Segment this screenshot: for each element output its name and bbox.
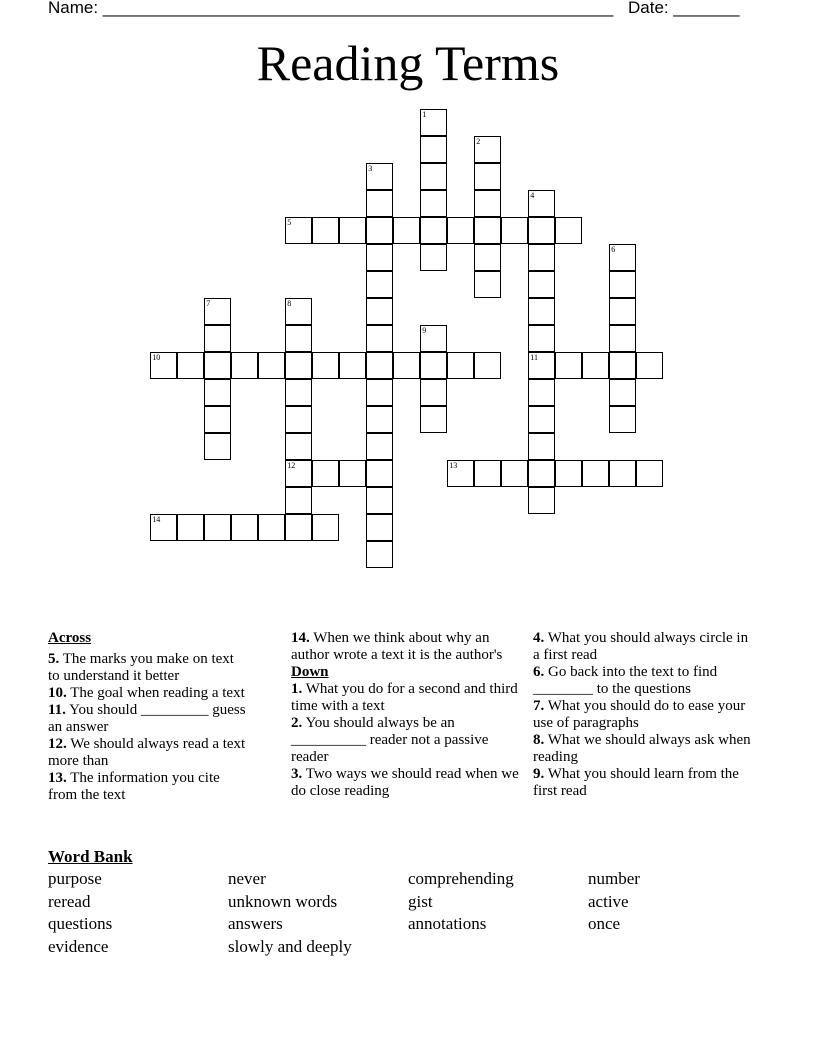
clue-text: What we should always ask when reading (533, 732, 751, 765)
grid-cell[interactable] (366, 163, 393, 190)
grid-cell[interactable] (609, 244, 636, 271)
grid-cell[interactable] (474, 352, 501, 379)
grid-cell[interactable] (285, 433, 312, 460)
word-bank-item: active (588, 891, 629, 911)
grid-cell[interactable] (528, 487, 555, 514)
grid-cell[interactable] (501, 217, 528, 244)
grid-cell[interactable] (258, 352, 285, 379)
grid-cell[interactable] (474, 271, 501, 298)
grid-cell[interactable] (420, 244, 447, 271)
clue-number: 10 (152, 353, 161, 363)
grid-cell[interactable] (528, 352, 555, 379)
clues-column-3 (533, 630, 755, 800)
grid-cell[interactable] (474, 217, 501, 244)
down-heading: Down (291, 664, 329, 680)
clue (48, 770, 248, 804)
grid-cell[interactable] (366, 217, 393, 244)
grid-cell[interactable] (312, 352, 339, 379)
grid-cell[interactable] (528, 190, 555, 217)
grid-cell[interactable] (150, 514, 177, 541)
grid-cell[interactable] (420, 136, 447, 163)
word-bank-item: answers (228, 914, 283, 934)
clue (291, 715, 521, 766)
grid-cell[interactable] (366, 487, 393, 514)
grid-cell[interactable] (474, 136, 501, 163)
clue-number: 8 (287, 299, 292, 309)
clue (48, 736, 248, 770)
grid-cell[interactable] (366, 514, 393, 541)
grid-cell[interactable] (231, 352, 258, 379)
grid-cell[interactable] (636, 460, 663, 487)
clue-number: 4 (530, 191, 535, 201)
grid-cell[interactable] (285, 217, 312, 244)
grid-cell[interactable] (366, 352, 393, 379)
word-bank-heading: Word Bank (48, 847, 133, 866)
grid-cell[interactable] (420, 190, 447, 217)
clue-number: 11 (530, 353, 538, 363)
clue-number: 3 (368, 164, 373, 174)
clue-text: The goal when reading a text (70, 685, 245, 701)
grid-cell[interactable] (555, 460, 582, 487)
clue-text: What you should learn from the first read (533, 766, 739, 799)
grid-cell[interactable] (636, 352, 663, 379)
clue-num: 2. (291, 715, 303, 731)
clue-text: You should _________ guess an answer (48, 702, 246, 735)
clue-num: 3. (291, 766, 303, 782)
word-bank-item: gist (408, 891, 433, 911)
grid-cell[interactable] (582, 352, 609, 379)
grid-cell[interactable] (285, 379, 312, 406)
grid-cell[interactable] (204, 514, 231, 541)
grid-cell[interactable] (528, 325, 555, 352)
grid-cell[interactable] (366, 406, 393, 433)
grid-cell[interactable] (204, 298, 231, 325)
grid-cell[interactable] (420, 406, 447, 433)
clue-text: When we think about why an author wrote a text it is the author's (291, 630, 503, 663)
grid-cell[interactable] (339, 217, 366, 244)
grid-cell[interactable] (420, 109, 447, 136)
word-bank-item: reread (48, 891, 91, 911)
word-bank-item: slowly and deeply (228, 936, 352, 956)
page-title: Reading Terms (256, 35, 560, 91)
grid-cell[interactable] (528, 433, 555, 460)
across-heading: Across (48, 630, 92, 646)
grid-cell[interactable] (204, 433, 231, 460)
clue-num: 10. (48, 685, 67, 701)
grid-cell[interactable] (285, 298, 312, 325)
grid-cell[interactable] (582, 460, 609, 487)
grid-cell[interactable] (528, 298, 555, 325)
clue-num: 6. (533, 664, 545, 680)
clue-num: 7. (533, 698, 545, 714)
grid-cell[interactable] (420, 379, 447, 406)
grid-cell[interactable] (474, 163, 501, 190)
clue-number: 5 (287, 218, 292, 228)
grid-cell[interactable] (285, 460, 312, 487)
clue-number: 14 (152, 515, 161, 525)
clue-number: 13 (449, 461, 458, 471)
grid-cell[interactable] (393, 352, 420, 379)
clue (291, 630, 521, 664)
grid-cell[interactable] (312, 460, 339, 487)
word-bank-item: evidence (48, 936, 109, 956)
grid-cell[interactable] (366, 298, 393, 325)
grid-cell[interactable] (528, 379, 555, 406)
word-bank-item: once (588, 914, 621, 934)
grid-cell[interactable] (312, 217, 339, 244)
clue-number: 12 (287, 461, 296, 471)
grid-cell[interactable] (204, 352, 231, 379)
clue-text: Go back into the text to find ________ to the questions (533, 664, 718, 697)
clue-number: 6 (611, 245, 616, 255)
word-bank-item: purpose (48, 869, 102, 888)
grid-cell[interactable] (609, 298, 636, 325)
clue (48, 702, 248, 736)
clue-text: Two ways we should read when we do close reading (291, 766, 519, 799)
clue (533, 698, 755, 732)
word-bank-item: number (588, 869, 640, 888)
grid-cell[interactable] (393, 217, 420, 244)
grid-cell[interactable] (366, 433, 393, 460)
grid-cell[interactable] (420, 325, 447, 352)
grid-cell[interactable] (204, 379, 231, 406)
grid-cell[interactable] (555, 217, 582, 244)
grid-cell[interactable] (528, 244, 555, 271)
clues-column-1 (48, 630, 248, 804)
grid-cell[interactable] (447, 217, 474, 244)
grid-cell[interactable] (285, 352, 312, 379)
word-bank-item: comprehending (408, 869, 514, 888)
date-field[interactable]: Date: _______ (628, 0, 740, 17)
grid-cell[interactable] (285, 487, 312, 514)
grid-cell[interactable] (366, 271, 393, 298)
grid-cell[interactable] (285, 514, 312, 541)
clue-num: 14. (291, 630, 310, 646)
word-bank-item: annotations (408, 914, 487, 934)
clue (48, 685, 248, 702)
grid-cell[interactable] (447, 460, 474, 487)
word-bank-item: unknown words (228, 891, 338, 911)
grid-cell[interactable] (339, 352, 366, 379)
grid-cell[interactable] (474, 190, 501, 217)
grid-cell[interactable] (312, 514, 339, 541)
grid-cell[interactable] (555, 352, 582, 379)
grid-cell[interactable] (231, 514, 258, 541)
grid-cell[interactable] (447, 352, 474, 379)
clue-text: The information you cite from the text (48, 770, 220, 803)
grid-cell[interactable] (366, 325, 393, 352)
clue-text: You should always be an __________ reader not a passive reader (291, 715, 489, 765)
clue-text: What you do for a second and third time with a text (291, 681, 518, 714)
clue-num: 1. (291, 681, 303, 697)
grid-cell[interactable] (285, 325, 312, 352)
grid-cell[interactable] (258, 514, 285, 541)
clue-number: 7 (206, 299, 211, 309)
grid-cell[interactable] (501, 460, 528, 487)
clue-num: 8. (533, 732, 545, 748)
grid-cell[interactable] (177, 514, 204, 541)
grid-cell[interactable] (528, 406, 555, 433)
clue-text: What you should do to ease your use of paragraphs (533, 698, 746, 731)
grid-cell[interactable] (366, 379, 393, 406)
clue-number: 2 (476, 137, 481, 147)
grid-cell[interactable] (366, 244, 393, 271)
word-bank-item: questions (48, 914, 113, 934)
clue-text: The marks you make on text to understand it better (48, 651, 234, 684)
clue-num: 5. (48, 651, 60, 667)
clue (533, 664, 755, 698)
grid-cell[interactable] (609, 406, 636, 433)
word-bank-item: never (228, 869, 266, 888)
grid-cell[interactable] (177, 352, 204, 379)
name-field[interactable]: Name: ______________________________________________________ (48, 0, 614, 17)
grid-cell[interactable] (420, 163, 447, 190)
grid-cell[interactable] (609, 379, 636, 406)
grid-cell[interactable] (366, 460, 393, 487)
clue (533, 630, 755, 664)
clue-num: 12. (48, 736, 67, 752)
grid-cell[interactable] (474, 460, 501, 487)
grid-cell[interactable] (528, 217, 555, 244)
grid-cell[interactable] (150, 352, 177, 379)
grid-cell[interactable] (609, 460, 636, 487)
clue (533, 732, 755, 766)
grid-cell[interactable] (339, 460, 366, 487)
clue-num: 13. (48, 770, 67, 786)
clue (291, 681, 521, 715)
grid-cell[interactable] (474, 244, 501, 271)
grid-cell[interactable] (204, 325, 231, 352)
grid-cell[interactable] (528, 460, 555, 487)
clue (48, 651, 248, 685)
grid-cell[interactable] (609, 325, 636, 352)
grid-cell[interactable] (609, 352, 636, 379)
clue-num: 4. (533, 630, 545, 646)
grid-cell[interactable] (204, 406, 231, 433)
grid-cell[interactable] (285, 406, 312, 433)
clue-text: What you should always circle in a first read (533, 630, 749, 663)
clue-number: 9 (422, 326, 427, 336)
grid-cell[interactable] (420, 217, 447, 244)
clue-num: 11. (48, 702, 66, 718)
grid-cell[interactable] (366, 190, 393, 217)
grid-cell[interactable] (366, 541, 393, 568)
grid-cell[interactable] (528, 271, 555, 298)
grid-cell[interactable] (609, 271, 636, 298)
grid-cell[interactable] (420, 352, 447, 379)
clue (291, 766, 521, 800)
clue-num: 9. (533, 766, 545, 782)
clues-column-2 (291, 630, 521, 800)
clue (533, 766, 755, 800)
clue-number: 1 (422, 110, 427, 120)
clue-text: We should always read a text more than (48, 736, 246, 769)
